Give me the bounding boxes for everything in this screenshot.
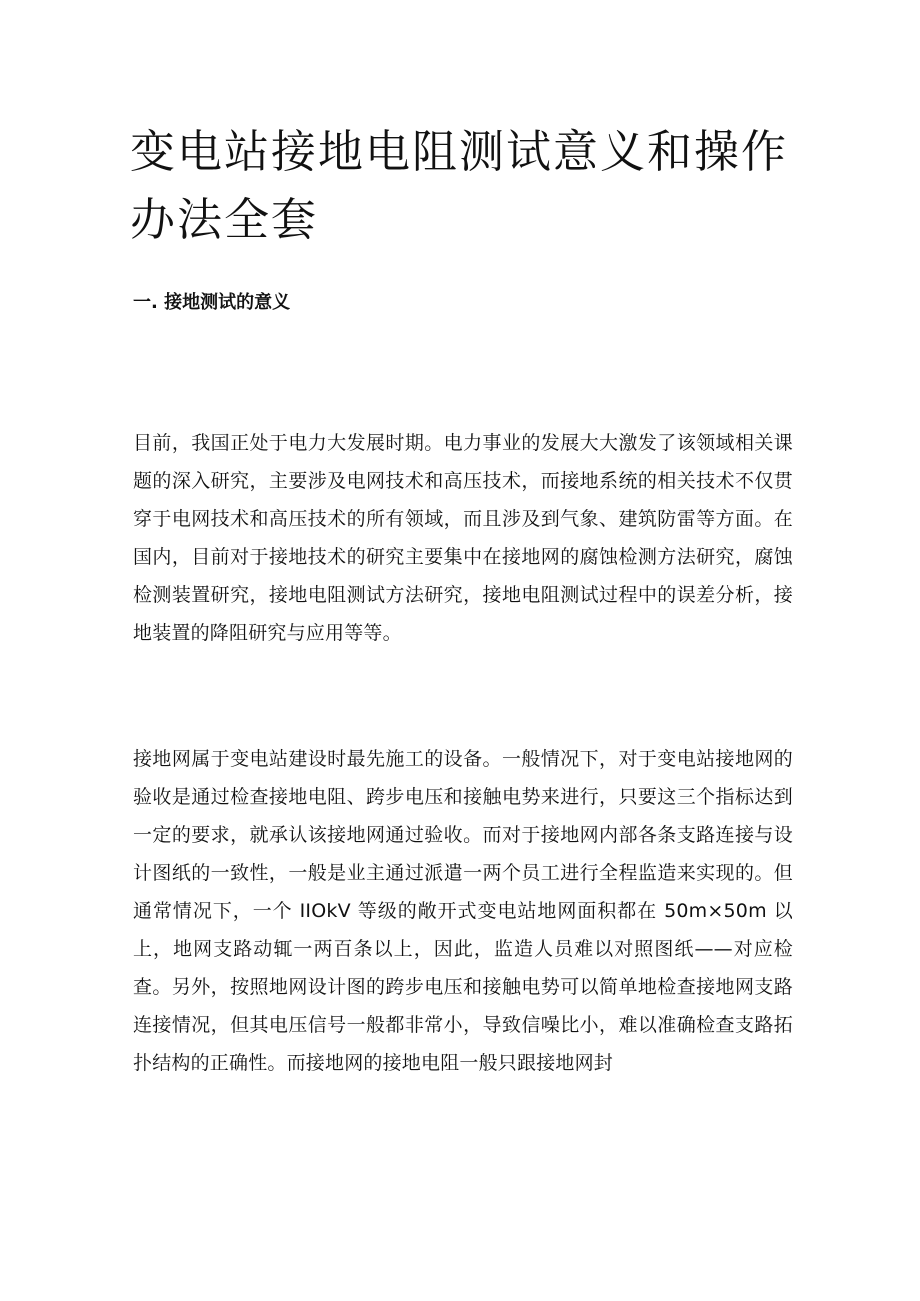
body-paragraph: 目前，我国正处于电力大发展时期。电力事业的发展大大激发了该领域相关课题的深入研究，主要涉及电网技术和高压技术，而接地系统的相关技术不仅贯穿于电网技术和高压技术的所有领域，而且涉及到气象、建筑防雷等方面。在国内，目前对于接地技术的研究主要集中在接地网的腐蚀检测方法研究，腐蚀检测装置研究，接地电阻测试方法研究，接地电阻测试过程中的误差分析，接地装置的降阻研究与应用等等。 (133, 432, 793, 644)
document-title: 变电站接地电阻测试意义和操作办法全套 (130, 125, 789, 246)
section-heading: 一. 接地测试的意义 (133, 292, 291, 313)
body-paragraph: 接地网属于变电站建设时最先施工的设备。一般情况下，对于变电站接地网的验收是通过检查接地电阻、跨步电压和接触电势来进行，只要这三个指标达到一定的要求，就承认该接地网通过验收。而对于接地网内部各条支路连接与设计图纸的一致性，一般是业主通过派遣一两个员工进行全程监造来实现的。但通常情况下，一个 IIOkV 等级的敞开式变电站地网面积都在 50m×50m 以上，地网支路动辄一两百条以上，因此，监造人员难以对照图纸——对应检查。另外，按照地网设计图的跨步电压和接触电势可以简单地检查接地网支路连接情况，但其电压信号一般都非常小，导致信噪比小，难以准确检查支路拓扑结构的正确性。而接地网的接地电阻一般只跟接地网封 (133, 748, 793, 1074)
